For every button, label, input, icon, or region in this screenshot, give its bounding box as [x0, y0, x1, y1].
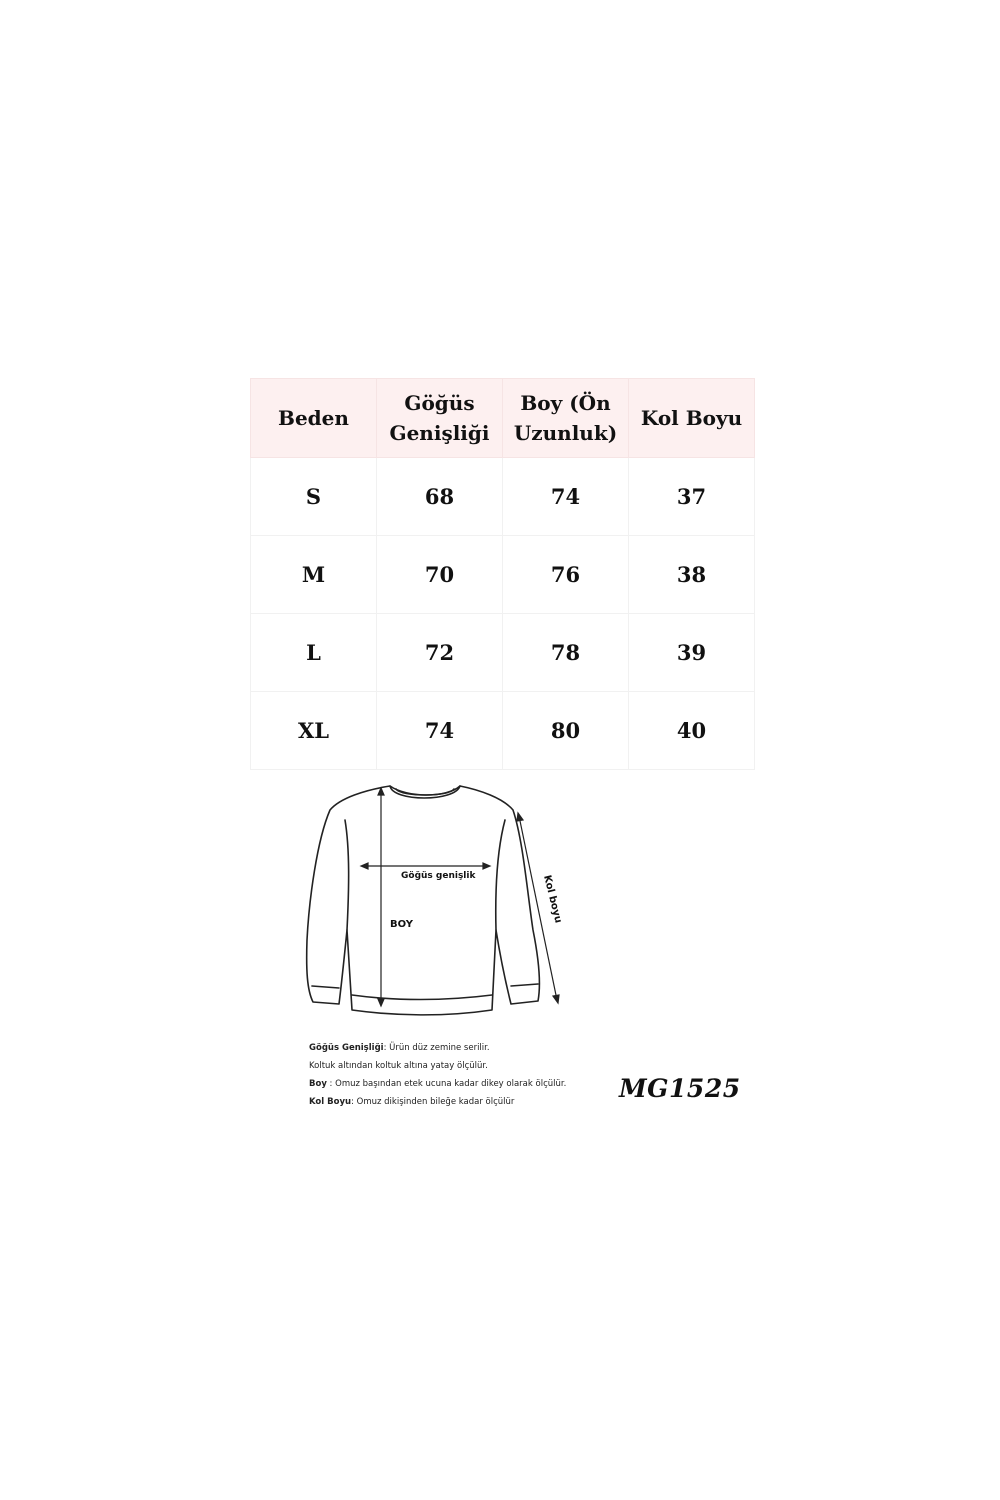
chest-note-title: Göğüs Genişliği: [309, 1043, 384, 1053]
table-row: [251, 692, 755, 770]
size-cell: L: [251, 614, 377, 692]
sleeve-label: Kol boyu: [541, 874, 564, 925]
chest-label: Göğüs genişlik: [401, 871, 476, 881]
chest-cell: 74: [377, 692, 503, 770]
size-chart-table: [250, 378, 755, 770]
sleeve-note-title: Kol Boyu: [309, 1097, 352, 1107]
header-chest-width: Göğüs Genişliği: [377, 379, 503, 458]
sleeve-cell: 40: [629, 692, 755, 770]
table-row: [251, 614, 755, 692]
header-size: Beden: [251, 379, 377, 458]
length-cell: 78: [503, 614, 629, 692]
length-cell: 74: [503, 458, 629, 536]
table-row: [251, 458, 755, 536]
sleeve-note-text: : Omuz dikişinden bileğe kadar ölçülür: [351, 1097, 515, 1107]
length-note-text: : Omuz başından etek ucuna kadar dikey olarak ölçülür.: [326, 1079, 567, 1089]
sweatshirt-diagram: [295, 780, 585, 1040]
size-cell: M: [251, 536, 377, 614]
chest-cell: 70: [377, 536, 503, 614]
sleeve-cell: 37: [629, 458, 755, 536]
length-note: [309, 1079, 589, 1089]
header-sleeve-length: Kol Boyu: [629, 379, 755, 458]
size-cell: XL: [251, 692, 377, 770]
length-note-title: Boy: [309, 1079, 327, 1089]
sleeve-cell: 38: [629, 536, 755, 614]
chest-cell: 72: [377, 614, 503, 692]
size-cell: S: [251, 458, 377, 536]
length-cell: 80: [503, 692, 629, 770]
chest-note-detail: Koltuk altından koltuk altına yatay ölçülür.: [309, 1061, 488, 1071]
table-header-row: [251, 379, 755, 458]
length-cell: 76: [503, 536, 629, 614]
sleeve-cell: 39: [629, 614, 755, 692]
chest-note: [309, 1043, 589, 1053]
sleeve-note: [309, 1097, 589, 1107]
chest-note-text: : Ürün düz zemine serilir.: [383, 1043, 490, 1053]
model-code: MG1525: [619, 1074, 741, 1103]
chest-cell: 68: [377, 458, 503, 536]
table-row: [251, 536, 755, 614]
length-label: BOY: [390, 919, 414, 930]
header-front-length: Boy (Ön Uzunluk): [503, 379, 629, 458]
measurement-notes: [309, 1043, 589, 1115]
